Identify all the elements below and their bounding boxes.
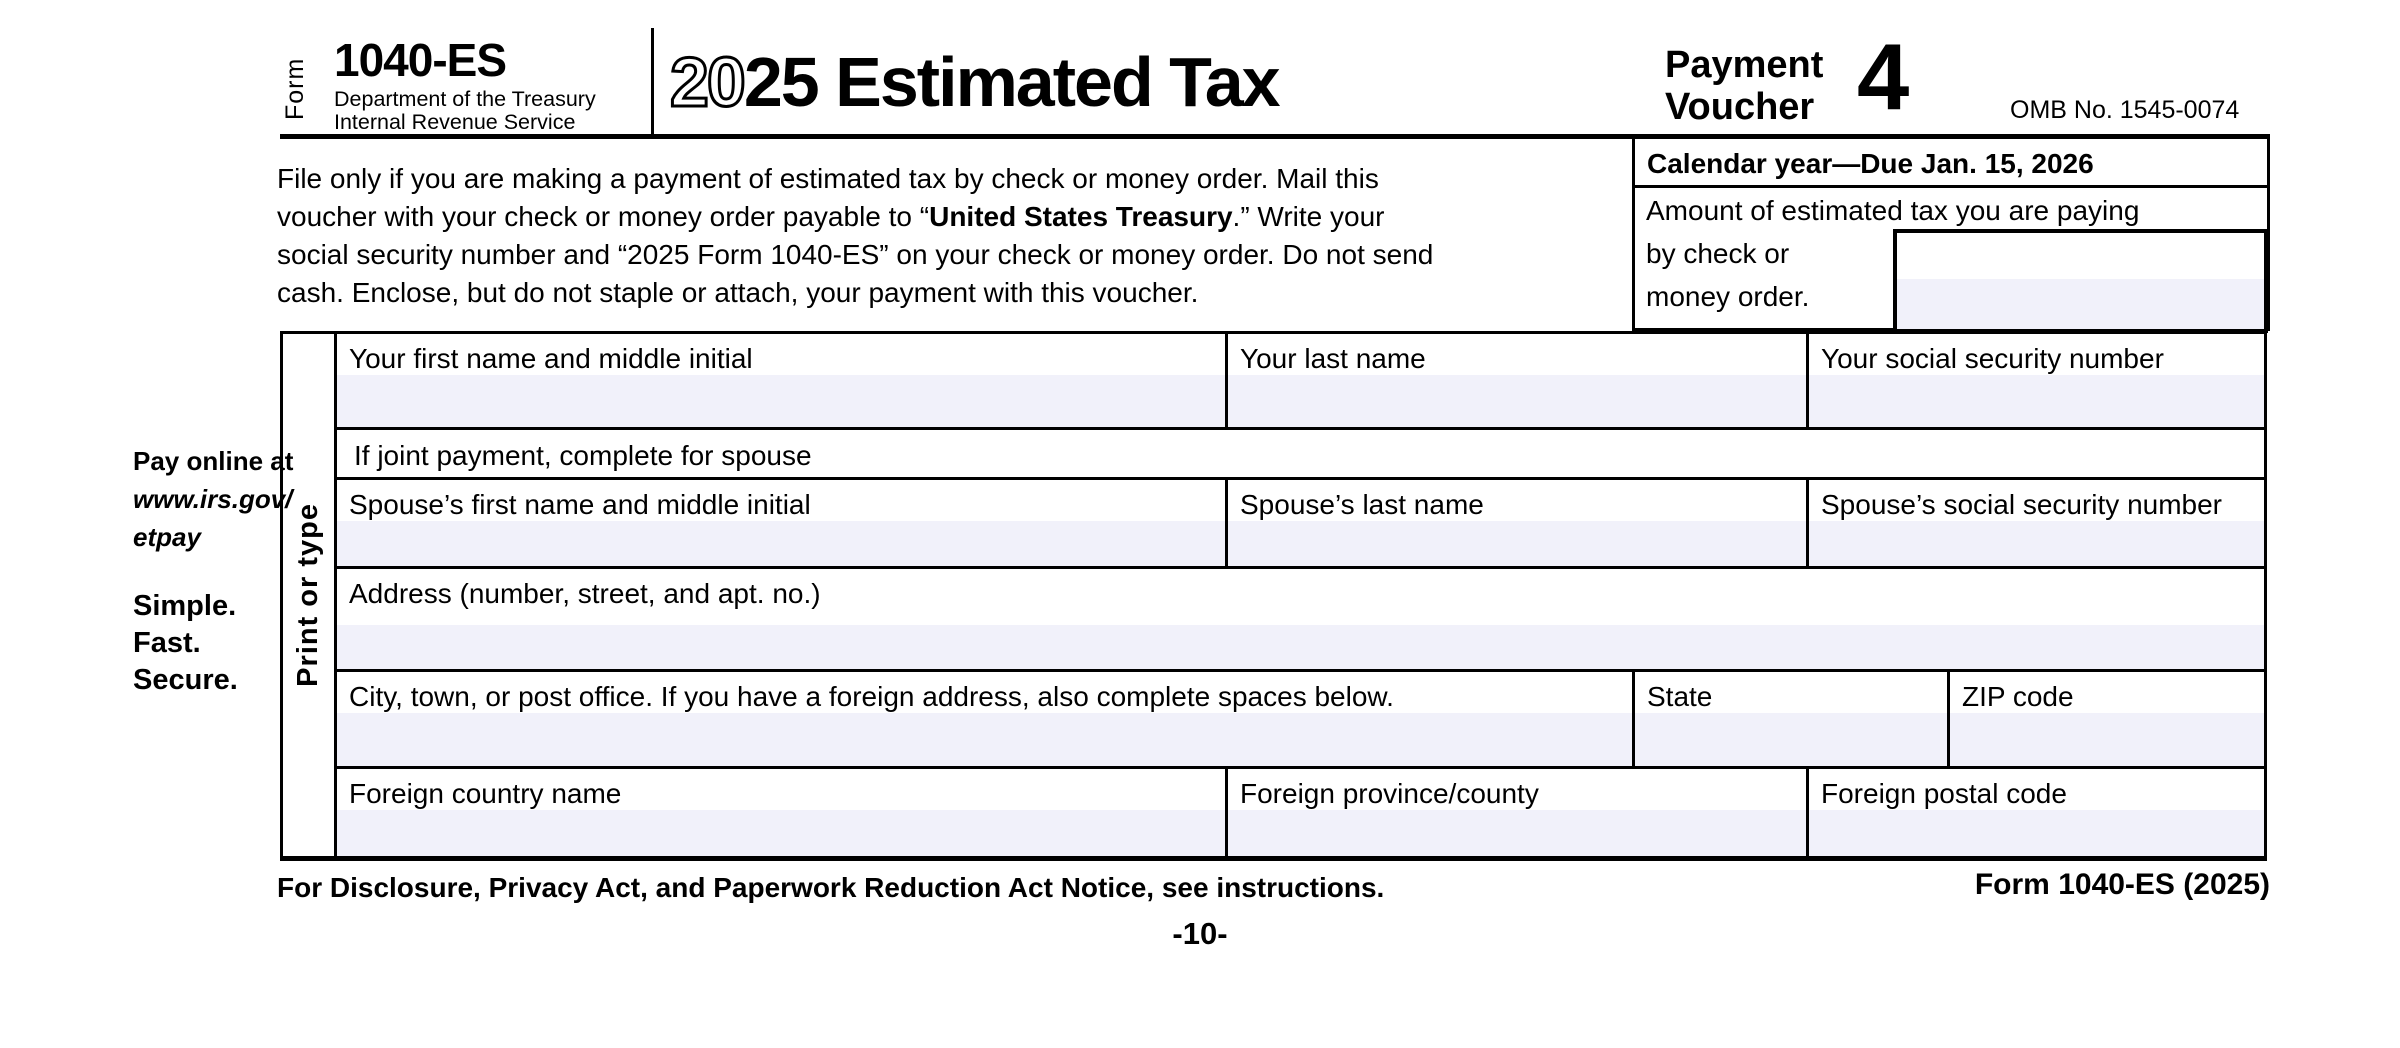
dept-treasury-line: Department of the Treasury bbox=[334, 87, 596, 111]
foreign-province-cell bbox=[1225, 769, 1806, 856]
footer-form-id: Form 1040-ES (2025) bbox=[1974, 868, 2270, 901]
first-name-label: Your first name and middle initial bbox=[349, 343, 753, 374]
foreign-province-label: Foreign province/county bbox=[1240, 778, 1539, 809]
payment-voucher-label: Payment Voucher bbox=[1665, 44, 1824, 128]
calendar-due-header: Calendar year—Due Jan. 15, 2026 bbox=[1635, 139, 2267, 188]
spouse-first-name-cell bbox=[337, 480, 1225, 566]
spouse-last-name-cell bbox=[1225, 480, 1806, 566]
foreign-country-label: Foreign country name bbox=[349, 778, 622, 809]
address-input[interactable] bbox=[337, 625, 2264, 669]
print-or-type-label: Print or type bbox=[292, 503, 324, 687]
foreign-postal-input[interactable] bbox=[1809, 810, 2264, 856]
form-number: 1040-ES bbox=[334, 34, 507, 86]
spouse-name-row bbox=[337, 480, 2264, 569]
foreign-country-cell bbox=[337, 769, 1225, 856]
last-name-cell bbox=[1225, 334, 1806, 427]
ssn-label: Your social security number bbox=[1821, 343, 2164, 374]
foreign-country-input[interactable] bbox=[337, 810, 1225, 856]
pay-online-line1: Pay online at bbox=[133, 446, 294, 476]
zip-cell bbox=[1947, 672, 2264, 766]
ssn-cell bbox=[1806, 334, 2264, 427]
taxpayer-info-table bbox=[280, 331, 2267, 861]
joint-payment-note: If joint payment, complete for spouse bbox=[354, 440, 812, 471]
address-label: Address (number, street, and apt. no.) bbox=[349, 578, 821, 609]
address-cell bbox=[337, 569, 2264, 669]
irs-line: Internal Revenue Service bbox=[334, 110, 576, 134]
spouse-last-name-input[interactable] bbox=[1228, 521, 1806, 566]
spouse-ssn-label: Spouse’s social security number bbox=[1821, 489, 2223, 520]
last-name-label: Your last name bbox=[1240, 343, 1426, 374]
tagline-simple: Simple. bbox=[133, 590, 237, 622]
first-name-cell bbox=[337, 334, 1225, 427]
foreign-address-row bbox=[337, 769, 2264, 856]
state-label: State bbox=[1647, 681, 1713, 712]
spouse-last-name-label: Spouse’s last name bbox=[1240, 489, 1484, 520]
table-main-area bbox=[337, 334, 2264, 856]
tagline-secure: Secure. bbox=[133, 664, 238, 696]
spouse-ssn-input[interactable] bbox=[1809, 521, 2264, 566]
filing-instructions: File only if you are making a payment of estimated tax by check or money order. Mail this voucher with your check or money order payable to “United States Treasury.” Write your social security number and “2025 Form 1040-ES” on your check or money order. Do not send cash. Enclose, but do not staple or attach, your payment with this voucher. bbox=[277, 163, 1434, 308]
amount-input[interactable] bbox=[1893, 229, 2268, 333]
city-cell bbox=[337, 672, 1632, 766]
spouse-ssn-cell bbox=[1806, 480, 2264, 566]
zip-label: ZIP code bbox=[1962, 681, 2074, 712]
amount-label-line3: money order. bbox=[1646, 281, 1810, 312]
year-outline-digits: 20 bbox=[670, 43, 744, 121]
city-state-zip-row bbox=[337, 672, 2264, 769]
state-input[interactable] bbox=[1635, 713, 1947, 766]
pay-online-url-line2: etpay bbox=[133, 522, 201, 552]
disclosure-notice: For Disclosure, Privacy Act, and Paperwork Reduction Act Notice, see instructions. bbox=[277, 872, 1385, 903]
amount-label-line2: by check or bbox=[1646, 238, 1790, 269]
pay-online-url-line1: www.irs.gov/ bbox=[133, 484, 293, 514]
header-divider bbox=[651, 28, 654, 134]
city-input[interactable] bbox=[337, 713, 1632, 766]
omb-number: OMB No. 1545-0074 bbox=[2010, 96, 2240, 124]
amount-label-line1: Amount of estimated tax you are paying bbox=[1646, 195, 2140, 226]
foreign-postal-label: Foreign postal code bbox=[1821, 778, 2067, 809]
spouse-first-name-label: Spouse’s first name and middle initial bbox=[349, 489, 811, 520]
ssn-input[interactable] bbox=[1809, 375, 2264, 427]
voucher-number: 4 bbox=[1857, 24, 1910, 129]
address-row bbox=[337, 569, 2264, 672]
payable-to-bold: United States Treasury bbox=[929, 201, 1233, 232]
page-title bbox=[670, 42, 1279, 122]
your-name-row bbox=[337, 334, 2264, 430]
zip-input[interactable] bbox=[1950, 713, 2264, 766]
joint-payment-row bbox=[337, 430, 2264, 480]
title-text: 25 Estimated Tax bbox=[743, 43, 1279, 121]
city-label: City, town, or post office. If you have a foreign address, also complete spaces below. bbox=[349, 681, 1394, 712]
spouse-first-name-input[interactable] bbox=[337, 521, 1225, 566]
page-number: -10- bbox=[1172, 916, 1228, 951]
foreign-province-input[interactable] bbox=[1228, 810, 1806, 856]
foreign-postal-cell bbox=[1806, 769, 2264, 856]
last-name-input[interactable] bbox=[1228, 375, 1806, 427]
tagline-fast: Fast. bbox=[133, 627, 201, 659]
state-cell bbox=[1632, 672, 1947, 766]
print-or-type-column bbox=[283, 334, 337, 856]
first-name-input[interactable] bbox=[337, 375, 1225, 427]
form-word-vertical: Form bbox=[281, 57, 309, 121]
